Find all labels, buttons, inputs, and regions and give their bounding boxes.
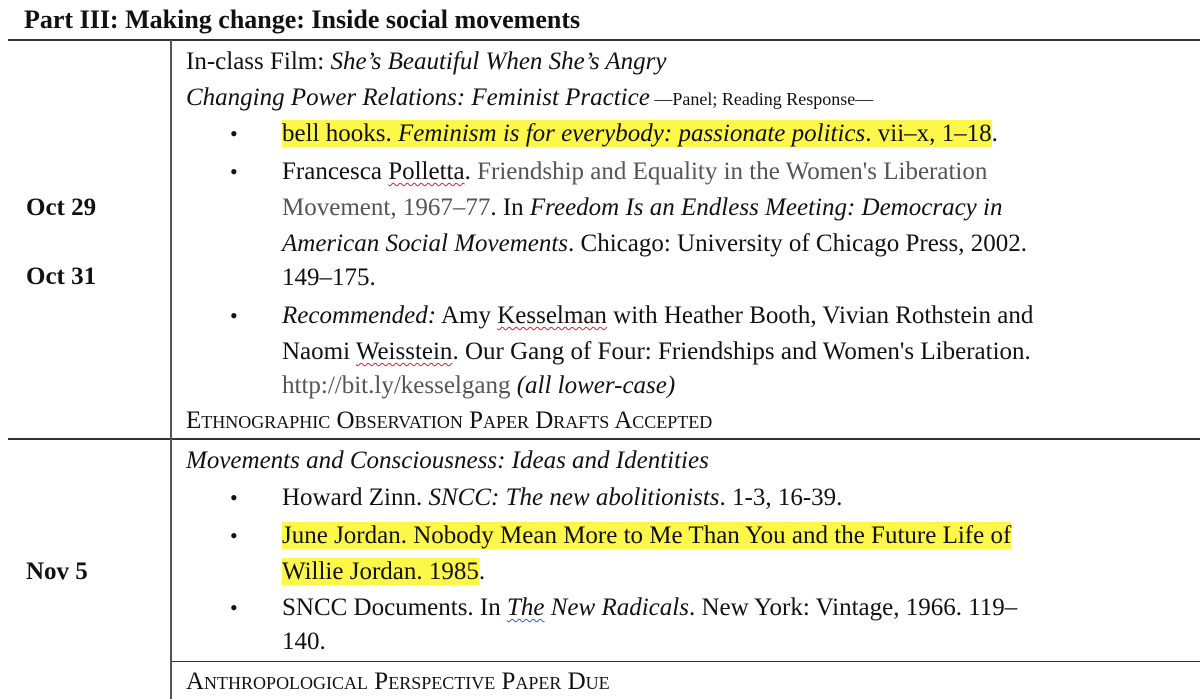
reading-author: Naomi — [282, 338, 356, 365]
reading-author-last: Polletta — [388, 158, 465, 185]
reading-title: Friendship and Equality in the Women's Liberation — [477, 158, 988, 185]
reading-item — [282, 118, 998, 150]
reading-punct: . — [464, 158, 478, 185]
reading-end: . — [478, 558, 486, 585]
reading-item-cont — [282, 626, 326, 658]
reading-end: . — [991, 120, 998, 147]
reading-item-cont — [282, 556, 485, 588]
reading-author: bell hooks. — [282, 120, 398, 147]
bullet-icon: • — [230, 595, 238, 620]
reading-item-cont — [282, 336, 1031, 368]
reading-item-cont — [282, 262, 376, 294]
reading-author-rest: with Heather Booth, Vivian Rothstein and — [606, 302, 1034, 329]
recommended-label: Recommended: — [282, 302, 437, 329]
topic-title: Changing Power Relations: Feminist Practice — [186, 84, 650, 111]
reading-book: American Social Movements — [282, 230, 569, 257]
reading-title: Willie Jordan. 1985 — [282, 558, 479, 585]
reading-item-cont — [282, 192, 1002, 224]
topic-title: Movements and Consciousness: Ideas and Identities — [186, 447, 709, 474]
reading-item — [282, 156, 987, 188]
bullet-icon: • — [230, 523, 238, 548]
reading-item-cont — [282, 370, 675, 402]
reading-pages: . vii–x, 1–18 — [865, 120, 992, 147]
reading-note: (all lower-case) — [510, 372, 676, 399]
reading-book: Freedom Is an Endless Meeting: Democracy in — [529, 194, 1003, 221]
reading-author-last: Weisstein — [355, 338, 453, 365]
topic-line — [186, 445, 709, 477]
bullet-icon: • — [230, 303, 238, 328]
reading-book: New Radicals — [544, 594, 689, 621]
date-column-rule — [170, 40, 172, 699]
reading-book-article: The — [507, 594, 545, 621]
reading-publisher: . Chicago: University of Chicago Press, 2002. — [568, 230, 1028, 257]
reading-in: . In — [490, 194, 530, 221]
reading-pages: 149–175. — [282, 264, 376, 291]
reading-title: Feminism is for everybody: passionate politics — [397, 120, 866, 147]
reading-link[interactable]: http://bit.ly/kesselgang — [282, 372, 511, 399]
date-label: Oct 31 — [26, 263, 97, 290]
assignment-line — [186, 666, 610, 698]
reading-item — [282, 520, 1011, 552]
assignment-text: Ethnographic Observation Paper Drafts Accepted — [186, 407, 713, 434]
reading-title: SNCC: The new abolitionists — [428, 484, 720, 511]
bullet-icon: • — [230, 159, 238, 184]
reading-title: . Our Gang of Four: Friendships and Women's Liberation. — [452, 338, 1031, 365]
reading-author: Francesca — [282, 158, 389, 185]
reading-item — [282, 592, 1017, 624]
reading-title: June Jordan. Nobody Mean More to Me Than You and the Future Life of — [282, 522, 1012, 549]
assignment-line — [186, 405, 712, 437]
date-label: Nov 5 — [26, 558, 88, 585]
reading-item-cont — [282, 228, 1027, 260]
topic-line — [186, 82, 873, 115]
assignment-divider — [170, 661, 1200, 662]
assignment-text: Anthropological Perspective Paper Due — [186, 668, 610, 695]
bullet-icon: • — [230, 485, 238, 510]
reading-author: Amy — [436, 302, 498, 329]
bullet-icon: • — [230, 121, 238, 146]
part-title: Part III: Making change: Inside social movements — [24, 5, 581, 34]
reading-author: Howard Zinn. — [282, 484, 429, 511]
reading-title: Movement, 1967–77 — [282, 194, 491, 221]
film-title: She’s Beautiful When She’s Angry — [330, 48, 667, 75]
reading-item — [282, 300, 1033, 332]
topic-note: —Panel; Reading Response— — [649, 89, 874, 109]
reading-pages: 140. — [282, 628, 326, 655]
table-top-rule — [8, 39, 1200, 41]
reading-author: SNCC Documents. In — [282, 594, 507, 621]
reading-author-last: Kesselman — [497, 302, 607, 329]
reading-item — [282, 482, 842, 514]
reading-pages: . 1-3, 16-39. — [719, 484, 843, 511]
film-line — [186, 46, 667, 78]
reading-publisher: . New York: Vintage, 1966. 119– — [688, 594, 1018, 621]
row-divider — [8, 438, 1200, 440]
film-prefix: In-class Film: — [186, 48, 331, 75]
date-label: Oct 29 — [26, 194, 97, 221]
